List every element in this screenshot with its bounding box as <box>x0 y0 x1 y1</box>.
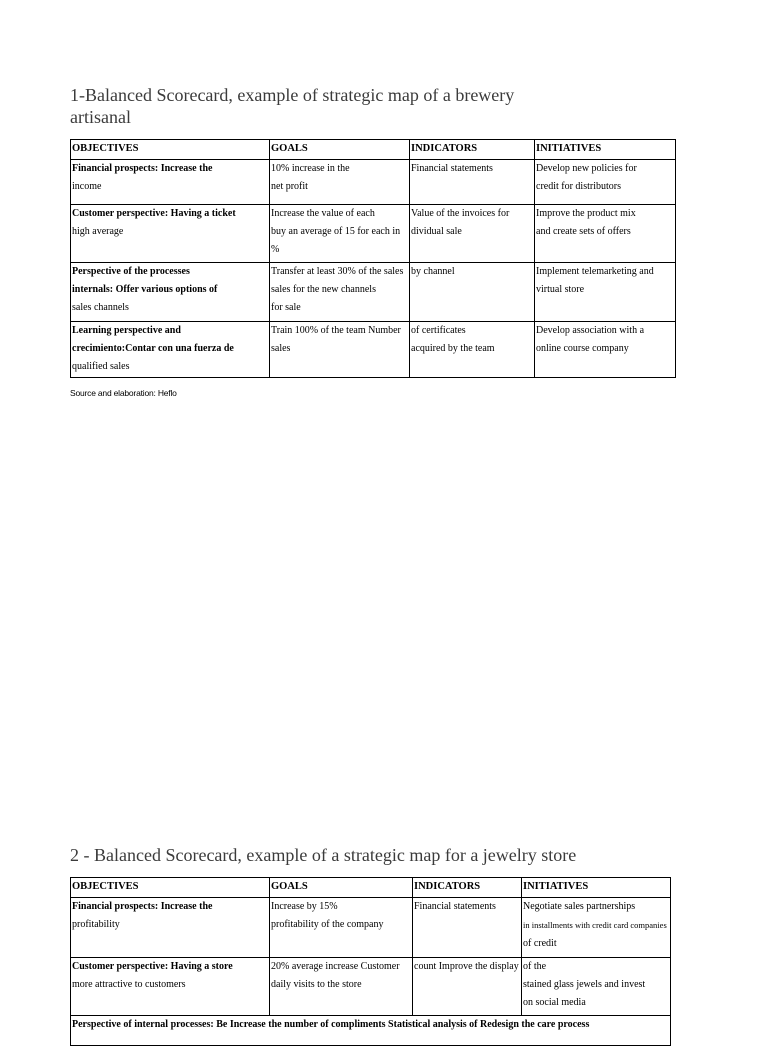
initiative-line: Negotiate sales partnerships <box>523 901 636 912</box>
indicator-cell: by channel <box>410 263 535 322</box>
table-row <box>71 958 671 1016</box>
objective-lead: Financial prospects: Increase the <box>72 163 213 174</box>
table-row <box>71 1016 671 1046</box>
objective-rest: income <box>72 181 102 192</box>
objective-lead: Perspective of internal processes: Be Increase the number of compliments Statistical analysis of Redesign the care process <box>72 1019 590 1030</box>
source-note: Source and elaboration: Heflo <box>70 388 177 398</box>
objective-cell <box>71 263 270 322</box>
indicator-cell: of certificates acquired by the team <box>410 322 535 378</box>
goal-cell: Increase by 15% profitability of the company <box>270 898 413 958</box>
column-header-objectives: OBJECTIVES <box>71 878 270 898</box>
objective-cell <box>71 1016 671 1046</box>
section-1-title: 1-Balanced Scorecard, example of strategic map of a brewery artisanal <box>70 85 515 127</box>
indicator-cell: Value of the invoices for dividual sale <box>410 205 535 263</box>
objective-lead: Perspective of the processes internals: Offer various options of <box>72 266 218 295</box>
column-header-initiatives: INITIATIVES <box>522 878 671 898</box>
indicator-cell: Financial statements <box>413 898 522 958</box>
objective-rest: high average <box>72 226 124 237</box>
objective-lead: Learning perspective and crecimiento:Contar con una fuerza de <box>72 325 234 354</box>
objective-lead: Financial prospects: Increase the <box>72 901 213 912</box>
table-row <box>71 322 676 378</box>
initiative-line: of credit <box>523 938 557 949</box>
objective-rest: qualified sales <box>72 361 130 372</box>
initiative-cell <box>522 898 671 958</box>
initiative-cell: Improve the product mix and create sets of offers <box>535 205 676 263</box>
goal-cell: 20% average increase Customer daily visits to the store <box>270 958 413 1016</box>
goal-cell: Train 100% of the team Number sales <box>270 322 410 378</box>
table-row <box>71 263 676 322</box>
column-header-objectives: OBJECTIVES <box>71 140 270 160</box>
scorecard-table-brewery <box>70 139 676 378</box>
initiative-line: in installments with credit card companies <box>523 920 667 930</box>
goal-cell: Transfer at least 30% of the sales sales for the new channels for sale <box>270 263 410 322</box>
column-header-goals: GOALS <box>270 878 413 898</box>
indicator-cell: Financial statements <box>410 160 535 205</box>
objective-rest: sales channels <box>72 302 129 313</box>
indicator-cell: count Improve the display <box>413 958 522 1016</box>
column-header-indicators: INDICATORS <box>413 878 522 898</box>
initiative-cell: Develop new policies for credit for distributors <box>535 160 676 205</box>
goal-cell: Increase the value of each buy an average of 15 for each in % <box>270 205 410 263</box>
column-header-indicators: INDICATORS <box>410 140 535 160</box>
column-header-initiatives: INITIATIVES <box>535 140 676 160</box>
objective-cell <box>71 322 270 378</box>
initiative-cell: Develop association with a online course company <box>535 322 676 378</box>
table-row <box>71 160 676 205</box>
table-row <box>71 898 671 958</box>
objective-lead: Customer perspective: Having a ticket <box>72 208 236 219</box>
column-header-goals: GOALS <box>270 140 410 160</box>
objective-rest: more attractive to customers <box>72 979 186 990</box>
objective-lead: Customer perspective: Having a store <box>72 961 233 972</box>
table-row <box>71 205 676 263</box>
goal-cell: 10% increase in the net profit <box>270 160 410 205</box>
objective-cell <box>71 205 270 263</box>
objective-rest: profitability <box>72 919 120 930</box>
initiative-cell: Implement telemarketing and virtual store <box>535 263 676 322</box>
initiative-cell: of the stained glass jewels and invest on social media <box>522 958 671 1016</box>
objective-cell <box>71 898 270 958</box>
objective-cell <box>71 160 270 205</box>
objective-cell <box>71 958 270 1016</box>
scorecard-table-jewelry <box>70 877 671 1046</box>
section-2-title: 2 - Balanced Scorecard, example of a strategic map for a jewelry store <box>70 845 577 865</box>
